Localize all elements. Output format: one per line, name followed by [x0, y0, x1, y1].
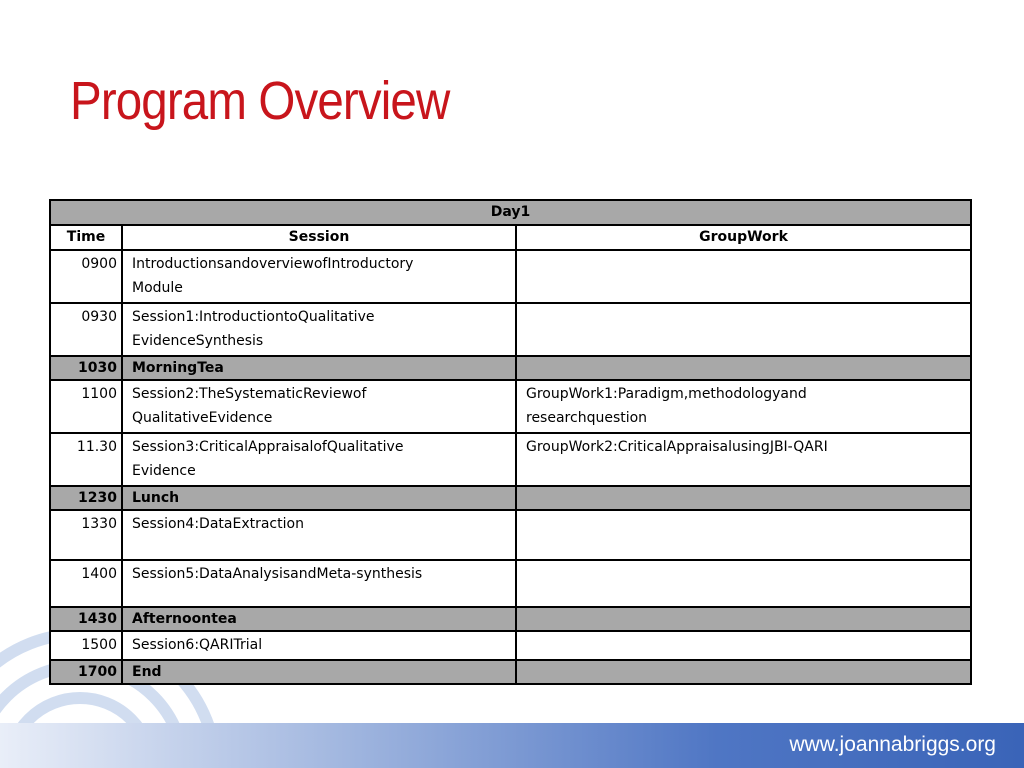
session-cell-text: End [132, 664, 162, 680]
table-row [50, 250, 971, 303]
time-cell [50, 660, 122, 684]
group-work-cell [516, 303, 971, 356]
session-cell-text: Afternoontea [132, 611, 237, 627]
session-cell [122, 380, 516, 433]
group-work-cell [516, 380, 971, 433]
column-header-session: Session [122, 225, 516, 250]
table-row [50, 380, 971, 433]
program-table [49, 199, 972, 685]
time-cell [50, 486, 122, 510]
table-row [50, 433, 971, 486]
session-cell [122, 631, 516, 660]
session-cell [122, 303, 516, 356]
footer-url: www.joannabriggs.org [789, 733, 996, 756]
time-cell [50, 510, 122, 560]
column-header-group-work: GroupWork [516, 225, 971, 250]
time-cell-text: 1030 [78, 360, 117, 376]
time-cell-text: 11.30 [76, 439, 117, 455]
time-cell-text: 0930 [81, 309, 117, 325]
page-title: Program Overview [70, 71, 450, 131]
session-cell-text: Session4:DataExtraction [132, 516, 304, 532]
time-cell-text: 1230 [78, 490, 117, 506]
time-cell [50, 607, 122, 631]
time-cell-text: 1330 [81, 516, 117, 532]
session-cell-text: Session3:CriticalAppraisalofQualitative Evidence [132, 439, 404, 479]
group-work-cell-text [526, 305, 966, 329]
table-row [50, 510, 971, 560]
time-cell [50, 560, 122, 607]
session-cell [122, 607, 516, 631]
break-row [50, 356, 971, 380]
time-cell [50, 356, 122, 380]
group-work-cell-text: GroupWork2:CriticalAppraisalusingJBI-QARI [526, 439, 828, 455]
session-cell [122, 560, 516, 607]
time-cell-text: 1400 [81, 566, 117, 582]
time-cell-text: 1700 [78, 664, 117, 680]
session-cell [122, 250, 516, 303]
table-row [50, 303, 971, 356]
break-row [50, 607, 971, 631]
day-heading: Day1 [50, 200, 971, 225]
session-cell-text: MorningTea [132, 360, 224, 376]
session-cell-text: IntroductionsandoverviewofIntroductory Module [132, 256, 414, 296]
time-cell [50, 303, 122, 356]
column-header-time: Time [50, 225, 122, 250]
session-cell-text: Session1:IntroductiontoQualitative EvidenceSynthesis [132, 309, 375, 349]
group-work-cell [516, 660, 971, 684]
time-cell-text: 0900 [81, 256, 117, 272]
session-cell [122, 356, 516, 380]
time-cell [50, 433, 122, 486]
group-work-cell [516, 560, 971, 607]
column-header-row [50, 225, 971, 250]
time-cell-text: 1500 [81, 637, 117, 653]
time-cell [50, 250, 122, 303]
session-cell [122, 660, 516, 684]
session-cell [122, 486, 516, 510]
session-cell-text: Session2:TheSystematicReviewof QualitativeEvidence [132, 386, 367, 426]
group-work-cell [516, 607, 971, 631]
group-work-cell [516, 510, 971, 560]
session-cell [122, 433, 516, 486]
session-cell-text: Lunch [132, 490, 180, 506]
session-cell [122, 510, 516, 560]
time-cell-text: 1100 [81, 386, 117, 402]
time-cell-text: 1430 [78, 611, 117, 627]
group-work-cell [516, 250, 971, 303]
table-row [50, 560, 971, 607]
break-row [50, 660, 971, 684]
group-work-cell [516, 486, 971, 510]
time-cell [50, 631, 122, 660]
group-work-cell [516, 433, 971, 486]
session-cell-text: Session5:DataAnalysisandMeta-synthesis [132, 566, 423, 582]
group-work-cell [516, 356, 971, 380]
session-cell-text: Session6:QARITrial [132, 637, 263, 653]
break-row [50, 486, 971, 510]
group-work-cell [516, 631, 971, 660]
group-work-cell-text: GroupWork1:Paradigm,methodologyand researchquestion [526, 386, 807, 426]
time-cell [50, 380, 122, 433]
day-heading-row [50, 200, 971, 225]
table-row [50, 631, 971, 660]
